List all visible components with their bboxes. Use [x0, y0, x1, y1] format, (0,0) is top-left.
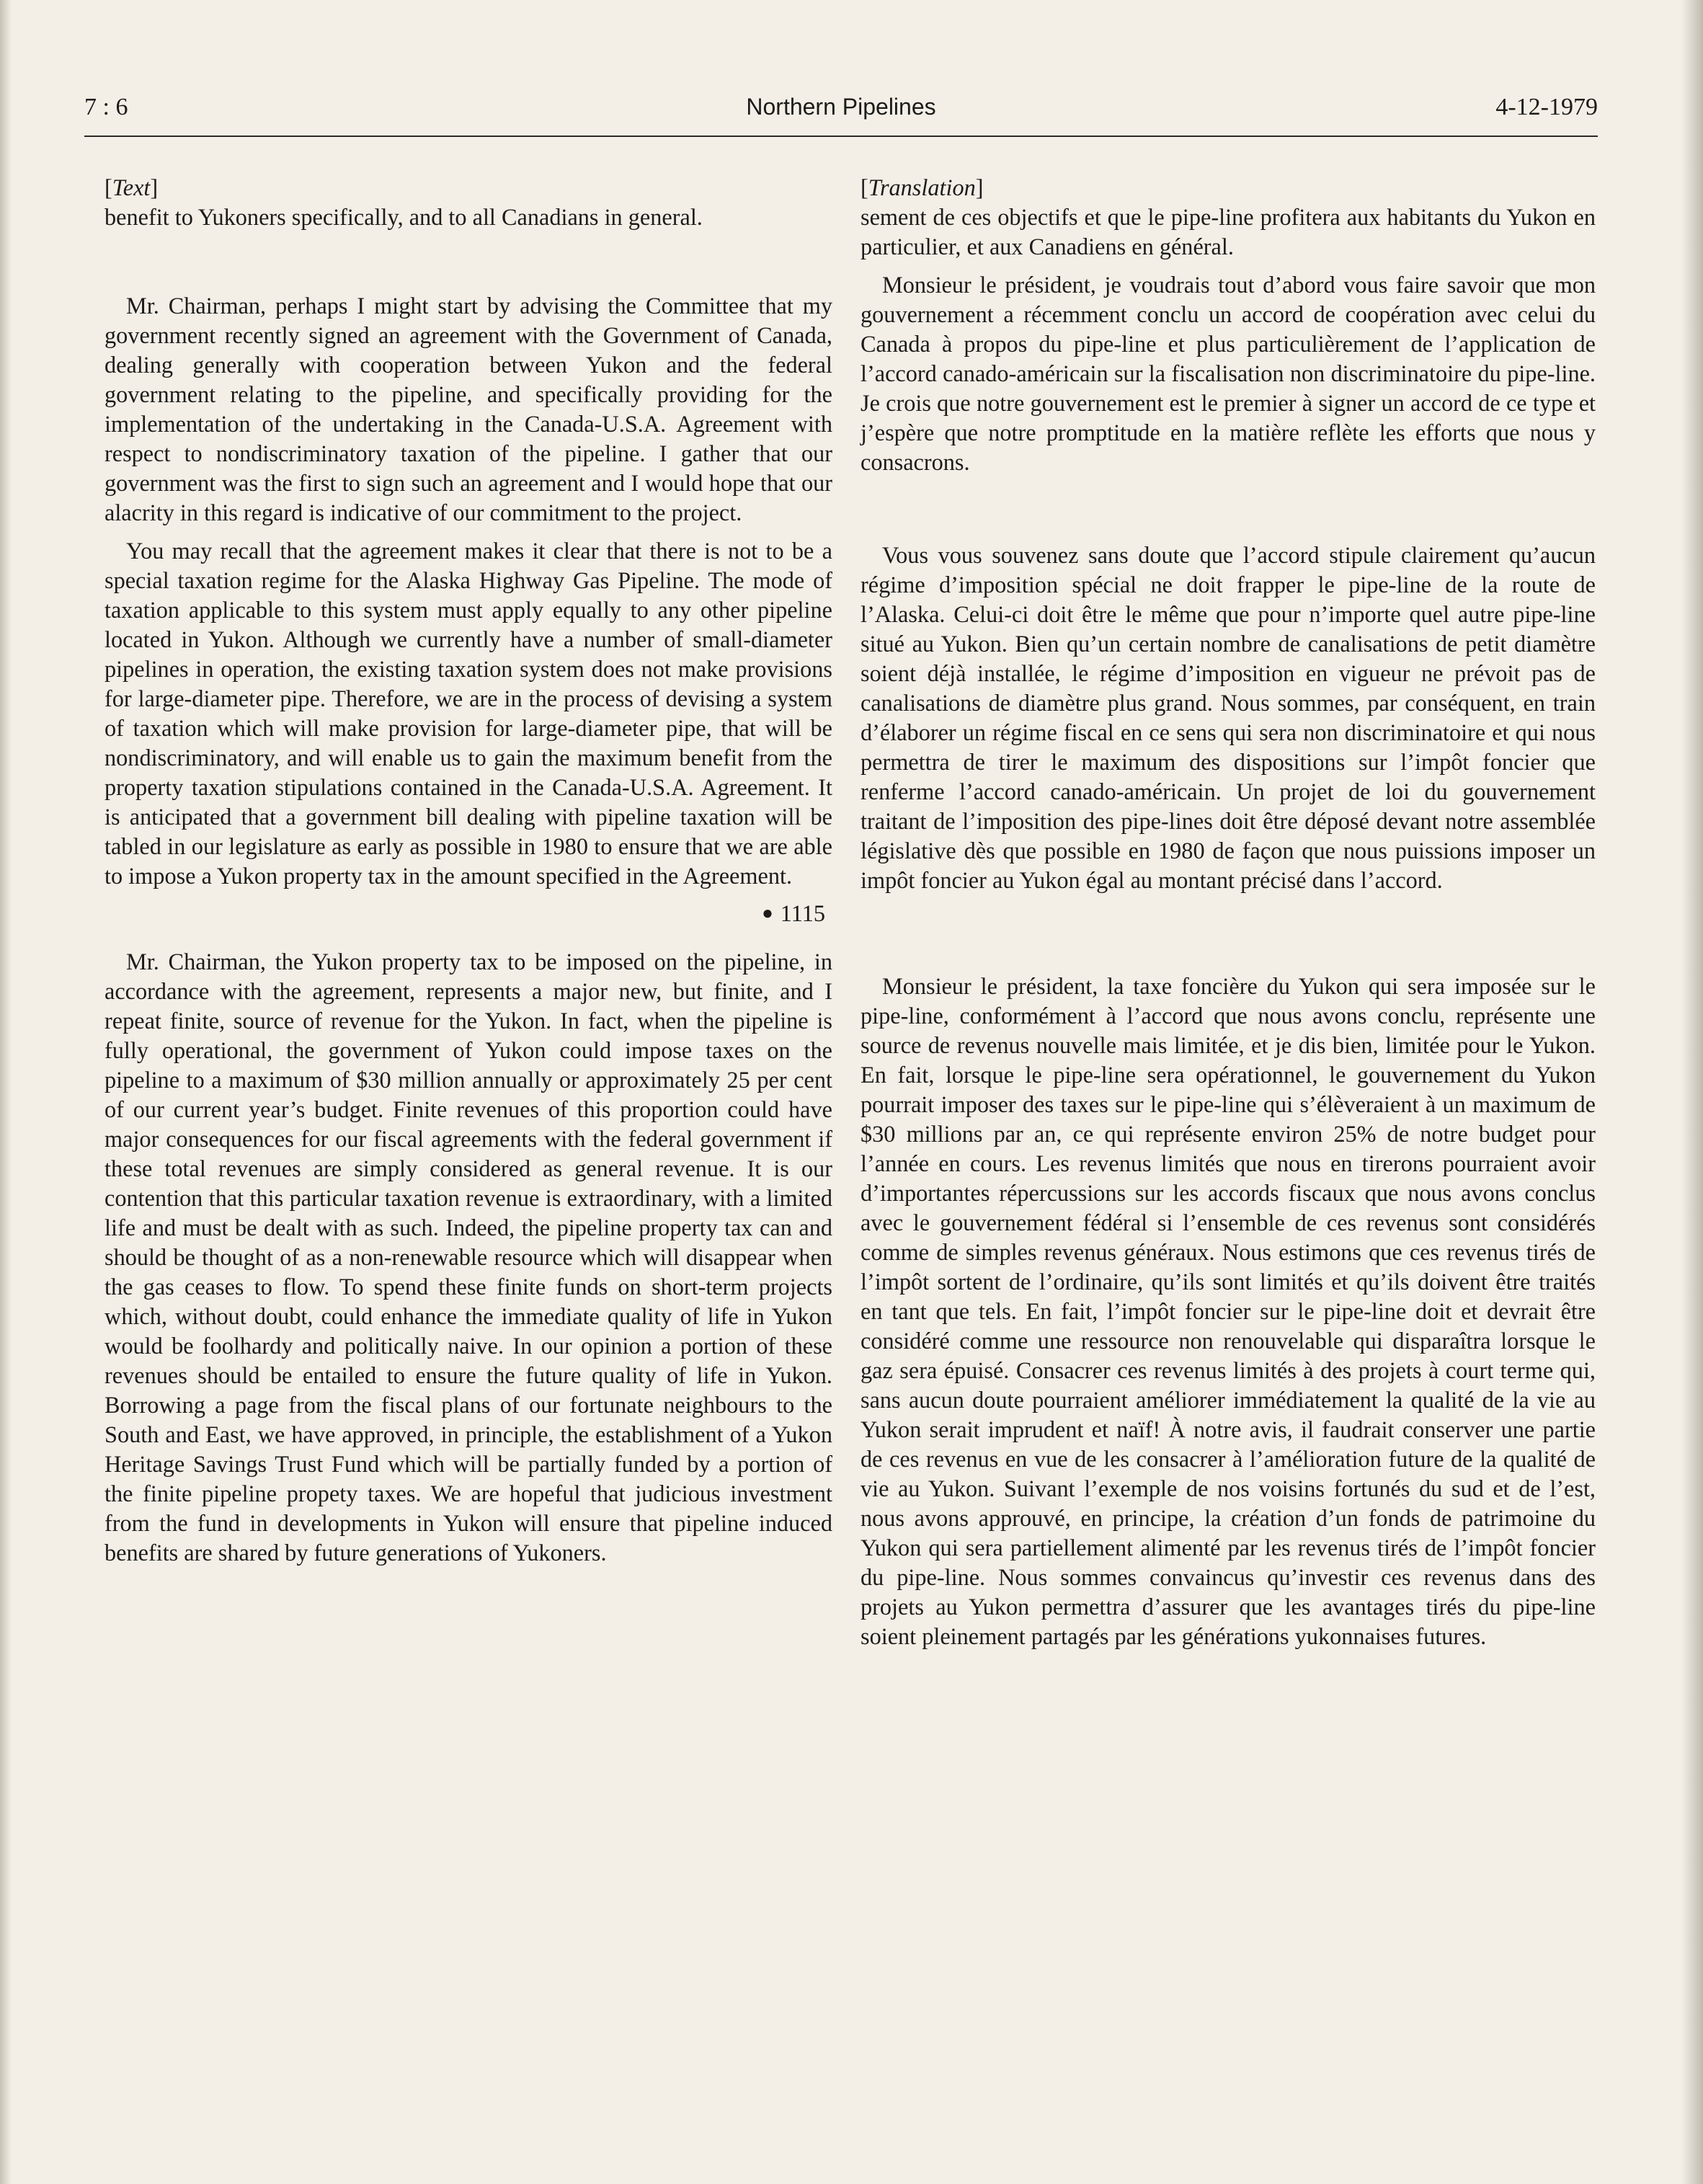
french-translation-column — [861, 173, 1596, 1651]
paragraph: sement de ces objectifs et que le pipe-line profitera aux habitants du Yukon en particulier, et aux Canadiens en général. — [861, 204, 1596, 259]
column-label: [Text] — [105, 174, 159, 200]
page-binding-edge — [0, 0, 12, 2184]
paragraph: benefit to Yukoners specifically, and to all Canadians in general. — [105, 204, 703, 230]
paragraph: Monsieur le président, je voudrais tout d’abord vous faire savoir que mon gouvernement a récemment conclu un accord de coopération avec celui du Canada à propos du pipe-line et plus particulièrement de l’application de l’accord canado-américain sur la fiscalisation non discriminatoire du pipe-line. Je crois que notre gouvernement est le premier à signer un accord de ce type et j’espère que notre promptitude en la matière reflète les efforts que nous y consacrons. — [861, 272, 1596, 475]
page-edge-shadow — [1681, 0, 1703, 2184]
english-text-column — [105, 173, 832, 1568]
running-header — [84, 94, 1598, 137]
column-label: [Translation] — [861, 174, 984, 200]
paragraph: Mr. Chairman, the Yukon property tax to be imposed on the pipeline, in accordance with the agreement, represents a major new, but finite, and I repeat finite, source of revenue for the Yukon. In fact, when the pipeline is fully operational, the government of Yukon could impose taxes on the pipeline to a maximum of $30 million annually or approximately 25 per cent of our current year’s budget. Finite revenues of this proportion could have major consequences for our fiscal agreements with the federal government if these total revenues are simply considered as general revenue. It is our contention that this particular taxation revenue is extraordinary, with a limited life and must be dealt with as such. Indeed, the pipeline property tax can and should be thought of as a non-renewable resource which will disappear when the gas ceases to flow. To spend these finite funds on short-term projects which, without doubt, could enhance the immediate quality of life in Yukon would be foolhardy and politically naive. In our opinion a portion of these revenues should be entailed to ensure the future quality of life in Yukon. Borrowing a page from the fiscal plans of our fortunate neighbours to the South and East, we have approved, in principle, the establishment of a Yukon Heritage Savings Trust Fund which will be partially funded by a portion of the finite pipeline propety taxes. We are hopeful that judicious investment from the fund in developments in Yukon will ensure that pipeline induced benefits are shared by future generations of Yukoners. — [105, 949, 832, 1566]
paragraph: Vous vous souvenez sans doute que l’accord stipule clairement qu’aucun régime d’imposition spécial ne doit frapper le pipe-line de la route de l’Alaska. Celui-ci doit être le même que pour n’importe quel autre pipe-line situé au Yukon. Bien qu’un certain nombre de canalisations de petit diamètre soient déjà installée, le régime d’imposition en vigueur ne prévoit pas de canalisations de diamètre plus grand. Nous sommes, par conséquent, en train d’élaborer un régime fiscal en ce sens qui sera non discriminatoire et qui nous permettra de tirer le maximum des dispositions sur l’impôt foncier que renferme l’accord canado-américain. Un projet de loi du gouvernement traitant de l’imposition des pipe-lines doit être déposé devant notre assemblée législative dès que possible en 1980 de façon que nous puissions imposer un impôt foncier au Yukon égal au montant précisé dans l’accord. — [861, 542, 1596, 893]
paragraph: Monsieur le président, la taxe foncière du Yukon qui sera imposée sur le pipe-line, conformément à l’accord que nous avons conclu, représente une source de revenus nouvelle mais limitée, et je dis bien, limitée pour le Yukon. En fait, lorsque le pipe-line sera opérationnel, le gouvernement du Yukon pourrait imposer des taxes sur le pipe-line qui s’élèveraient à un maximum de $30 millions par an, ce qui représente environ 25% de notre budget pour l’année en cours. Les revenus limités que nous en tirerons pourraient avoir d’importantes répercussions sur les accords fiscaux que nous avons conclus avec le gouvernement fédéral si l’ensemble de ces revenus sont considérés comme de simples revenus généraux. Nous estimons que ces revenus tirés de l’impôt sortent de l’ordinaire, qu’ils sont limités et qu’ils doivent être traités en tant que tels. En fait, l’impôt foncier sur le pipe-line doit et devrait être considéré comme une ressource non renouvelable qui disparaîtra lorsque le gaz sera épuisé. Consacrer ces revenus limités à des projets à court terme qui, sans aucun doute pourraient améliorer immédiatement la qualité de la vie au Yukon serait imprudent et naïf! À notre avis, il faudrait conserver une partie de ces revenus en vue de les consacrer à l’amélioration future de la qualité de vie au Yukon. Suivant l’exemple de nos voisins fortunés du sud et de l’est, nous avons approuvé, en principe, la création d’un fonds de patrimoine du Yukon qui sera partiellement alimenté par les revenus tirés de l’impôt foncier du pipe-line. Nous sommes convaincus qu’investir ces revenus dans des projets au Yukon permettra d’assurer que les avantages tirés du pipe-line soient pleinement partagés par les générations yukonnaises futures. — [861, 973, 1596, 1649]
paragraph: Mr. Chairman, perhaps I might start by advising the Committee that my government recently signed an agreement with the Government of Canada, dealing generally with cooperation between Yukon and the federal government relating to the pipeline, and specifically providing for the implementation of the undertaking in the Canada-U.S.A. Agreement with respect to nondiscriminatory taxation of the pipeline. I gather that our government was the first to sign such an agreement and I would hope that our alacrity in this regard is indicative of our commitment to the project. — [105, 293, 832, 525]
publication-title: Northern Pipelines — [746, 94, 936, 120]
time-marker: ● 1115 — [762, 900, 825, 926]
sitting-date: 4-12-1979 — [1495, 94, 1598, 120]
page-reference: 7 : 6 — [84, 94, 128, 120]
paragraph: You may recall that the agreement makes it clear that there is not to be a special taxation regime for the Alaska Highway Gas Pipeline. The mode of taxation applicable to this system must apply equally to any other pipeline located in Yukon. Although we currently have a number of small-diameter pipelines in operation, the existing taxation system does not make provisions for large-diameter pipe. Therefore, we are in the process of devising a system of taxation which will make provision for large-diameter pipe, that will be nondiscriminatory, and will enable us to gain the maximum benefit from the property taxation stipulations contained in the Canada-U.S.A. Agreement. It is anticipated that a government bill dealing with pipeline taxation will be tabled in our legislature as early as possible in 1980 to ensure that we are able to impose a Yukon property tax in the amount specified in the Agreement. — [105, 538, 832, 889]
